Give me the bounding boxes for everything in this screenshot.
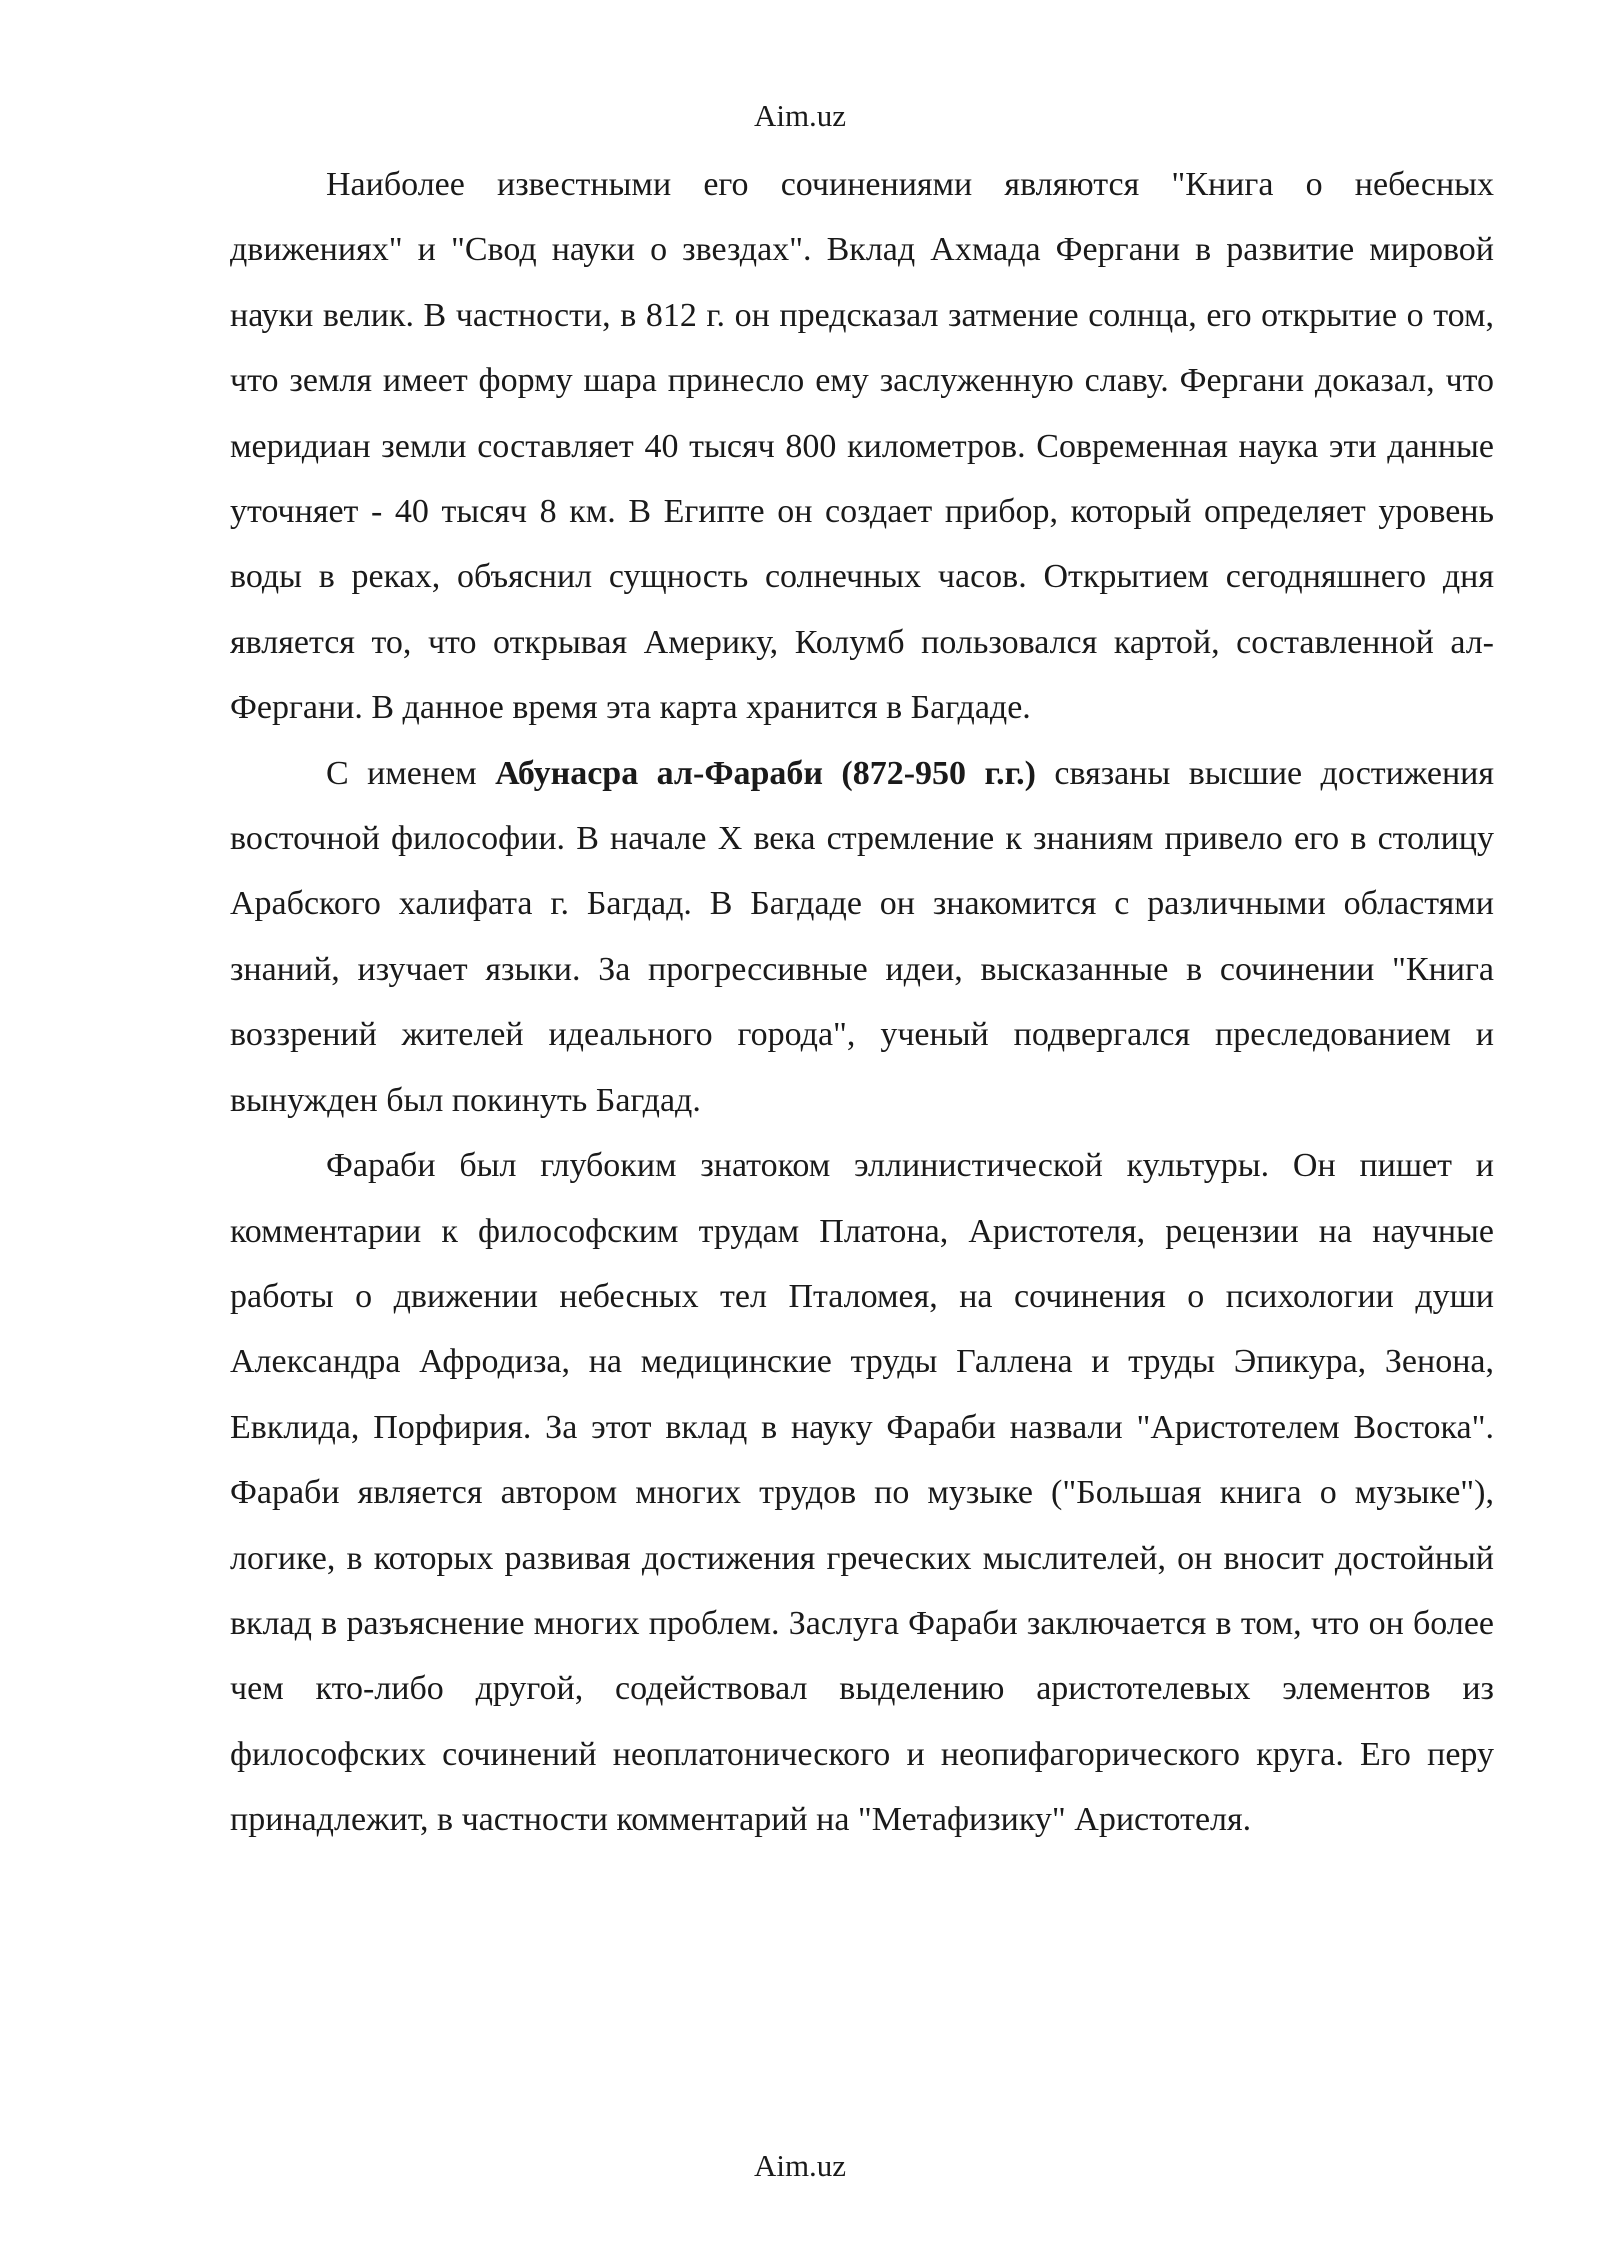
paragraph-2: [230, 741, 1494, 1133]
paragraph-3-text: Фараби был глубоким знатоком эллинистической культуры. Он пишет и комментарии к философским трудам Платона, Аристотеля, рецензии на научные работы о движении небесных тел Пталомея, на сочинения о психологии души Александра Афродиза, на медицинские труды Галлена и труды Эпикура, Зенона, Евклида, Порфирия. За этот вклад в науку Фараби назвали "Аристотелем Востока". Фараби является автором многих трудов по музыке ("Большая книга о музыке"), логике, в которых развивая достижения греческих мыслителей, он вносит достойный вклад в разъяснение многих проблем. Заслуга Фараби заключается в том, что он более чем кто-либо другой, содействовал выделению аристотелевых элементов из философских сочинений неоплатонического и неопифагорического круга. Его перу принадлежит, в частности комментарий на "Метафизику" Аристотеля.: [230, 1147, 1494, 1839]
page-header: Aim.uz: [753, 98, 847, 133]
paragraph-1: [230, 152, 1494, 741]
paragraph-2-rest: связаны высшие достижения восточной философии. В начале X века стремление к знаниям привело его в столицу Арабского халифата г. Багдад. В Багдаде он знакомится с различными областями знаний, изучает языки. За прогрессивные идеи, высказанные в сочинении "Книга воззрений жителей идеального города", ученый подвергался преследованием и вынужден был покинуть Багдад.: [230, 754, 1495, 1119]
page-footer: Aim.uz: [753, 2148, 847, 2183]
paragraph-2-lead: С именем: [326, 754, 496, 792]
paragraph-1-text: Наиболее известными его сочинениями являются "Книга о небесных движениях" и "Свод науки о звездах". Вклад Ахмада Фергани в развитие мировой науки велик. В частности, в 812 г. он предсказал затмение солнца, его открытие о том, что земля имеет форму шара принесло ему заслуженную славу. Фергани доказал, что меридиан земли составляет 40 тысяч 800 километров. Современная наука эти данные уточняет - 40 тысяч 8 км. В Египте он создает прибор, который определяет уровень воды в реках, объяснил сущность солнечных часов. Открытием сегодняшнего дня является то, что открывая Америку, Колумб пользовался картой, составленной ал-Фергани. В данное время эта карта хранится в Багдаде.: [230, 166, 1494, 727]
paragraph-2-bold-name: Абунасра ал-Фараби (872-950 г.г.): [495, 754, 1036, 792]
paragraph-3: [230, 1133, 1494, 1852]
document-body: [230, 152, 1494, 1853]
